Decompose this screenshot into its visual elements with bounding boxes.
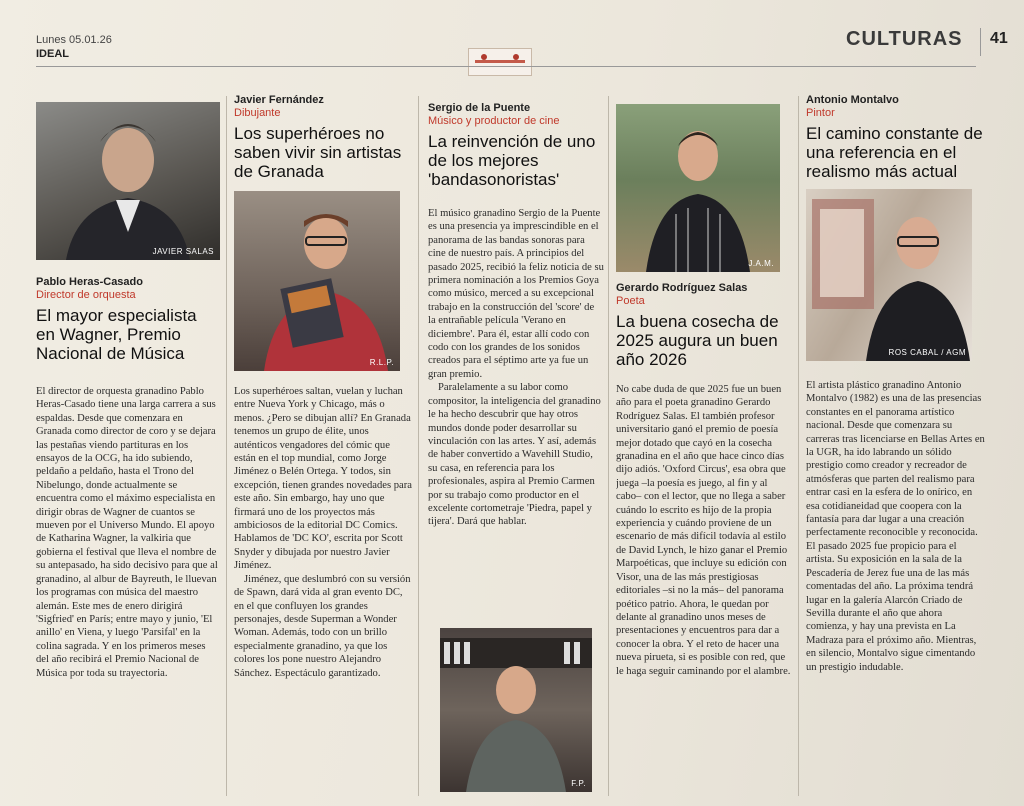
person-role: Músico y productor de cine — [428, 115, 560, 127]
article-headline: El camino constante de una referencia en el realismo más actual — [806, 124, 983, 181]
article-paragraph: El músico granadino Sergio de la Puente es una presencia ya imprescindible en el panorama de las bandas sonoras para cine de nuestro país. A principios del pasado 2025, recibió la feliz noticia de su primera nominación a los Premios Goya como músico, merced a su excepcional trabajo en la construcción del 'score' de la entrañable película 'Verano en diciembre'. Para él, estar allí codo con codo con los grandes de los sonidos creados para el séptimo arte ya fue un gran premio. — [428, 208, 604, 380]
article-antonio-montalvo — [806, 94, 986, 800]
photo-credit: J.A.M. — [748, 259, 774, 268]
person-name: Antonio Montalvo — [806, 94, 899, 106]
issue-date: Lunes 05.01.26 — [36, 34, 112, 46]
article-body — [806, 379, 986, 674]
article-body — [616, 383, 794, 678]
page-number: 41 — [990, 30, 1008, 47]
article-headline: Los superhéroes no saben vivir sin artistas de Granada — [234, 124, 402, 181]
portrait-photo — [616, 104, 780, 272]
portrait-silhouette-icon — [616, 104, 780, 272]
person-name: Pablo Heras-Casado — [36, 276, 143, 288]
portrait-photo — [234, 191, 400, 371]
photo-credit: R.L.P. — [369, 358, 394, 367]
article-pablo-heras-casado — [36, 102, 220, 802]
musician-at-piano-icon — [440, 628, 592, 792]
column-divider — [798, 96, 799, 796]
person-name: Javier Fernández — [234, 94, 324, 106]
portrait-photo — [440, 628, 592, 792]
header-rule — [36, 66, 976, 67]
header-divider — [980, 28, 981, 56]
article-body — [428, 207, 604, 529]
section-logo-icon — [468, 48, 532, 76]
article-headline: La reinvención de uno de los mejores 'bandasonoristas' — [428, 132, 596, 189]
person-role: Director de orquesta — [36, 289, 136, 301]
article-headline: El mayor especialista en Wagner, Premio Nacional de Música — [36, 306, 197, 363]
photo-credit: ROS CABAL / AGM — [888, 348, 966, 357]
newspaper-name: IDEAL — [36, 48, 69, 60]
article-gerardo-rodriguez-salas — [616, 104, 794, 800]
article-headline: La buena cosecha de 2025 augura un buen año 2026 — [616, 312, 779, 369]
article-paragraph: Paralelamente a su labor como compositor, la inteligencia del granadino le ha hecho descubrir que hay otros mundos donde poder desarrollar su vinculación con las artes. Y así, además de haber convertido a Wavehill Studio, su casa, en referencia para los profesionales, aspira al Premio Carmen por su trabajo como productor en el excelente cortometraje 'Piedra, papel y tijera'. Dará que hablar. — [428, 382, 601, 528]
article-sergio-de-la-puente — [428, 102, 604, 800]
person-role: Poeta — [616, 295, 645, 307]
article-paragraph: No cabe duda de que 2025 fue un buen año para el poeta granadino Gerardo Rodríguez Salas. El también profesor universitario ganó el premio de poesía mejor dotado que cayó en la cosecha granadina en el año que hace cinco días dijo adiós. 'Oxford Circus', esa obra que juega –la poesía es juego, al fin y al cabo– con el lector, que no llega a saber cuándo lo escrito es hijo de la propia experiencia y cuándo proviene de un escenario de más difícil todavía al estilo de David Lynch, le hizo ganar el Premio Marpoéticas, que incluye su edición con Visor, una de las más prestigiosas editoriales –si no la más– del panorama poético patrio. Ahora, le quedan por delante al granadino unos meses de presentaciones y encuentros para dar a conocer la obra. Y el reto de hacer una nueva pirueta, si es posible con red, que le haga seguir caminando por el alambre. — [616, 384, 791, 677]
section-title: CULTURAS — [846, 28, 963, 50]
person-name: Sergio de la Puente — [428, 102, 531, 114]
article-body — [234, 385, 412, 680]
article-paragraph: Los superhéroes saltan, vuelan y luchan entre Nueva York y Chicago, más o menos. ¿Pero se dibujan allí? En Granada tenemos un grupo de élite, unos auténticos vengadores del cómic que están en el top mundial, como Jorge Jiménez o Belén Ortega. Y todos, sin excepción, tienen grandes novedades para este año. Sin embargo, hay uno que firmará uno de los proyectos más ambiciosos de la editorial DC Comics. Hablamos de 'DC KO', escrita por Scott Snyder y dibujada por nuestro Javier Jiménez. — [234, 386, 412, 572]
article-paragraph: El director de orquesta granadino Pablo Heras-Casado tiene una larga carrera a sus espaldas. Desde que comenzara en Granada como director de coro y se dejara las pestañas viendo partituras en los ensayos de la OCG, ha ido subiendo, peldaño a peldaño, hasta el Trono del Nibelungo, donde actualmente se encuentra como el máximo especialista en dirigir obras de Wagner de cuantos se mueven por el Universo Mundo. El apoyo de Katharina Wagner, la valkiria que gobierna el festival que lleva el nombre de su antepasado, ha sido decisivo para que al granadino, al albur de Bayreuth, le lluevan los programas con música del maestro alemán. Este mes de enero dirigirá 'Sigfried' en París; entre mayo y junio, 'El anillo' en Viena, y luego 'Parsifal' en la colina sagrada. Y en los primeros meses del año recibirá el Premio Nacional de Música por toda su trayectoria. — [36, 386, 218, 679]
article-paragraph: Jiménez, que deslumbró con su versión de Spawn, dará vida al gran evento DC, en el que confluyen los grandes personajes, desde Superman a Wonder Woman. Además, todo con un brillo especialmente granadino, ya que los colores los pone nuestro Alejandro Sánchez. Espectáculo garantizado. — [234, 573, 411, 679]
article-javier-fernandez — [234, 94, 412, 800]
article-paragraph: El artista plástico granadino Antonio Montalvo (1982) es una de las presencias constantes en el panorama artístico nacional. Desde que comenzara su carreras tras licenciarse en Bellas Artes en la UGR, ha ido labrando un sólido prestigio como creador y recreador de atmósferas que parten del realismo para entrar casi en la esfera de lo onírico, en esa cotidianeidad que coopera con la fantasía para dar lugar a una creación perfectamente reconocible y reconocida. El pasado 2025 fue propicio para el artista. Su exposición en la sala de la Pescadería de Jerez fue una de las más comentadas del año. La próxima tendrá lugar en la galería Alarcón Criado de Sevilla durante el año que ahora comienza, y hay una prevista en La Madraza para el próximo año. Mientras, en silencio, Montalvo sigue cimentando un prestigio indudable. — [806, 380, 985, 673]
portrait-photo — [806, 189, 972, 361]
reader-with-comic-icon — [234, 191, 400, 371]
article-body — [36, 385, 220, 680]
column-divider — [226, 96, 227, 796]
photo-credit: F.P. — [571, 779, 586, 788]
portrait-photo — [36, 102, 220, 260]
painter-portrait-icon — [806, 189, 972, 361]
photo-credit: JAVIER SALAS — [152, 247, 214, 256]
person-name: Gerardo Rodríguez Salas — [616, 282, 748, 294]
column-divider — [418, 96, 419, 796]
person-role: Pintor — [806, 107, 835, 119]
portrait-silhouette-icon — [36, 102, 220, 260]
column-divider — [608, 96, 609, 796]
person-role: Dibujante — [234, 107, 281, 119]
